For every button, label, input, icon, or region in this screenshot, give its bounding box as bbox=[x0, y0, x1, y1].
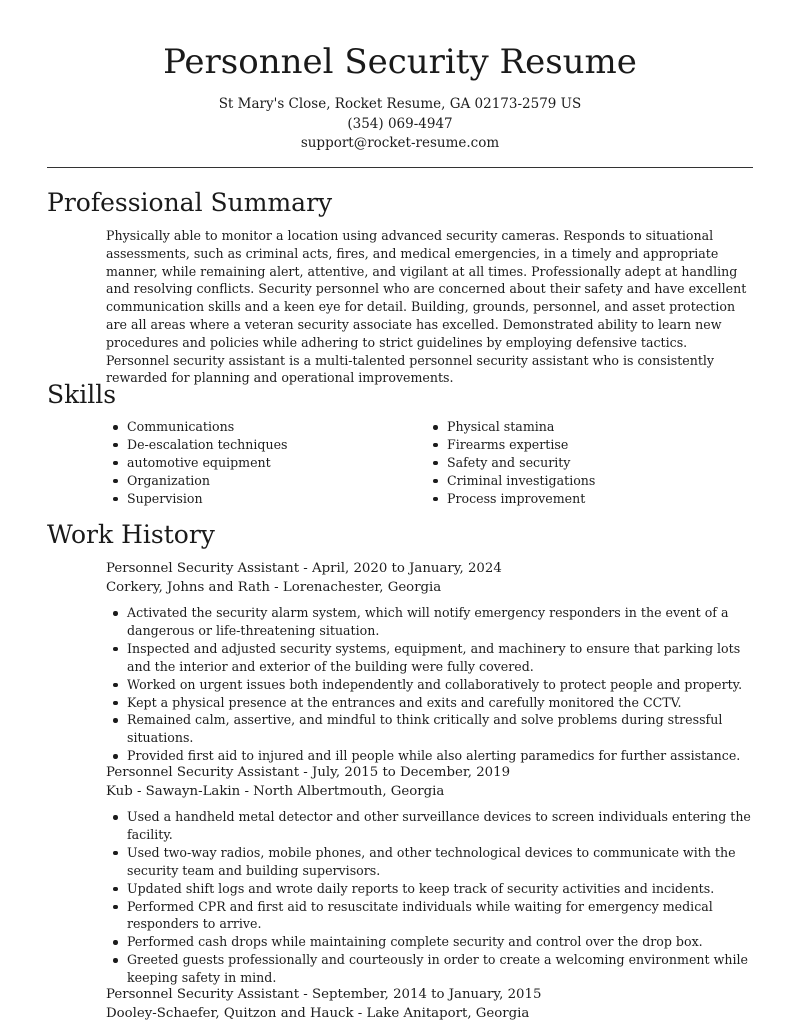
job-duties bbox=[106, 604, 754, 765]
job-dates: September, 2014 to January, 2015 bbox=[312, 987, 542, 1002]
email: support@rocket-resume.com bbox=[300, 135, 500, 151]
duty-item: Activated the security alarm system, which will notify emergency responders in the event of a dangerous or life-threatening situation. bbox=[106, 604, 754, 640]
skill-item: Safety and security bbox=[426, 454, 746, 472]
contact-block bbox=[0, 95, 800, 154]
skill-item: De-escalation techniques bbox=[106, 436, 426, 454]
job-title: Personnel Security Assistant bbox=[106, 987, 300, 1002]
job-location: Lake Anitaport, Georgia bbox=[366, 1006, 530, 1021]
skill-item: Supervision bbox=[106, 490, 426, 508]
skills-list bbox=[106, 418, 754, 508]
phone: (354) 069-4947 bbox=[347, 115, 453, 132]
duty-item: Greeted guests professionally and courteously in order to create a welcoming environment while keeping safety in mind. bbox=[106, 951, 754, 987]
skills-column-left bbox=[106, 418, 426, 508]
duty-item: Performed cash drops while maintaining complete security and control over the drop box. bbox=[106, 933, 754, 951]
address: St Mary's Close, Rocket Resume, GA 02173-2579 US bbox=[218, 96, 582, 112]
job-location: North Albertmouth, Georgia bbox=[253, 784, 445, 799]
duty-item: Inspected and adjusted security systems, equipment, and machinery to ensure that parking lots and the interior and exterior of the building were fully covered. bbox=[106, 640, 754, 676]
duty-item: Used a handheld metal detector and other surveillance devices to screen individuals entering the facility. bbox=[106, 808, 754, 844]
job-entry bbox=[106, 763, 754, 987]
skill-item: Communications bbox=[106, 418, 426, 436]
skill-item: automotive equipment bbox=[106, 454, 426, 472]
resume-header bbox=[0, 0, 800, 154]
skills-heading: Skills bbox=[47, 380, 117, 409]
duty-item: Performed CPR and first aid to resuscitate individuals while waiting for emergency medical responders to arrive. bbox=[106, 898, 754, 934]
job-duties bbox=[106, 808, 754, 987]
job-company: Kub - Sawayn-Lakin bbox=[106, 784, 241, 799]
skill-item: Process improvement bbox=[426, 490, 746, 508]
duty-item: Updated shift logs and wrote daily reports to keep track of security activities and incidents. bbox=[106, 880, 754, 898]
summary-heading: Professional Summary bbox=[47, 188, 333, 217]
duty-item: Worked on urgent issues both independently and collaboratively to protect people and property. bbox=[106, 676, 754, 694]
skill-item: Physical stamina bbox=[426, 418, 746, 436]
summary-text: Physically able to monitor a location using advanced security cameras. Responds to situational assessments, such as criminal acts, fires, and medical emergencies, in a timely and appropriate manner, while remaining alert, attentive, and vigilant at all times. Professionally adept at handling and resolving conflicts. Security personnel who are concerned about their safety and have excellent communication skills and a keen eye for detail. Building, grounds, personnel, and asset protection are all areas where a veteran security associate has excelled. Demonstrated ability to learn new procedures and policies while adhering to strict guidelines by employing defensive tactics. Personnel security assistant is a multi-talented personnel security assistant who is consistently rewarded for planning and operational improvements. bbox=[106, 228, 747, 386]
job-company-line: Corkery, Johns and Rath - Lorenachester, Georgia bbox=[106, 580, 442, 595]
skills-column-right bbox=[426, 418, 746, 508]
job-location: Lorenachester, Georgia bbox=[282, 580, 442, 595]
job-dates: April, 2020 to January, 2024 bbox=[312, 561, 502, 576]
job-entry bbox=[106, 559, 754, 765]
duty-item: Kept a physical presence at the entrances and exits and carefully monitored the CCTV. bbox=[106, 694, 754, 712]
job-company-line: Kub - Sawayn-Lakin - North Albertmouth, Georgia bbox=[106, 784, 445, 799]
job-title-line: Personnel Security Assistant - April, 2020 to January, 2024 bbox=[106, 561, 502, 576]
job-title-line: Personnel Security Assistant - September, 2014 to January, 2015 bbox=[106, 987, 542, 1002]
job-company: Dooley-Schaefer, Quitzon and Hauck bbox=[106, 1006, 354, 1021]
job-title-line: Personnel Security Assistant - July, 2015 to December, 2019 bbox=[106, 765, 511, 780]
job-entry bbox=[106, 985, 754, 1023]
skill-item: Organization bbox=[106, 472, 426, 490]
job-title: Personnel Security Assistant bbox=[106, 765, 300, 780]
duty-item: Remained calm, assertive, and mindful to think critically and solve problems during stressful situations. bbox=[106, 711, 754, 747]
duty-item: Provided first aid to injured and ill people while also alerting paramedics for further assistance. bbox=[106, 747, 754, 765]
job-company-line: Dooley-Schaefer, Quitzon and Hauck - Lake Anitaport, Georgia bbox=[106, 1006, 530, 1021]
header-divider bbox=[47, 167, 753, 168]
skill-item: Firearms expertise bbox=[426, 436, 746, 454]
job-dates: July, 2015 to December, 2019 bbox=[312, 765, 511, 780]
resume-title: Personnel Security Resume bbox=[163, 42, 637, 82]
job-title: Personnel Security Assistant bbox=[106, 561, 300, 576]
skill-item: Criminal investigations bbox=[426, 472, 746, 490]
duty-item: Used two-way radios, mobile phones, and other technological devices to communicate with the security team and building supervisors. bbox=[106, 844, 754, 880]
work-history-heading: Work History bbox=[47, 520, 215, 549]
job-company: Corkery, Johns and Rath bbox=[106, 580, 270, 595]
